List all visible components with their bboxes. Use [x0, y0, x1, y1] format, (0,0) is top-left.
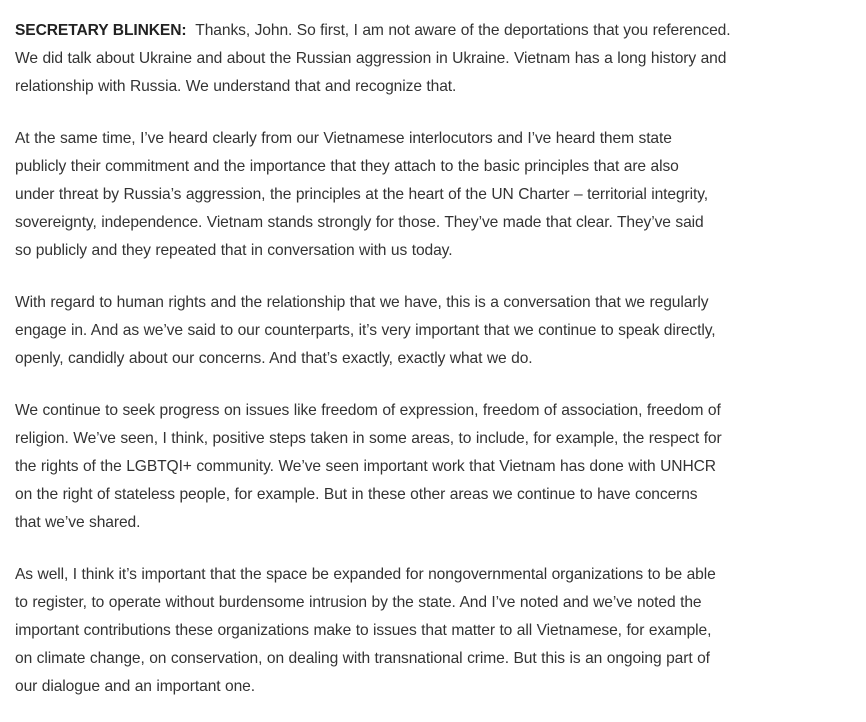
- paragraph-line: so publicly and they repeated that in conversation with us today.: [15, 242, 453, 259]
- paragraph-line: that we’ve shared.: [15, 514, 141, 531]
- paragraph-line: our dialogue and an important one.: [15, 678, 255, 695]
- paragraph-line: With regard to human rights and the relationship that we have, this is a conversation that we regularly: [15, 294, 709, 311]
- paragraph-line: sovereignty, independence. Vietnam stands strongly for those. They’ve made that clear. They’ve said: [15, 214, 704, 231]
- paragraph-line: openly, candidly about our concerns. And that’s exactly, exactly what we do.: [15, 350, 533, 367]
- paragraph-line: on the right of stateless people, for example. But in these other areas we continue to have concerns: [15, 486, 698, 503]
- paragraph: [15, 397, 775, 537]
- paragraph-line: on climate change, on conservation, on dealing with transnational crime. But this is an ongoing part of: [15, 650, 710, 667]
- paragraph-line: engage in. And as we’ve said to our counterparts, it’s very important that we continue to speak directly,: [15, 322, 716, 339]
- paragraph-line: At the same time, I’ve heard clearly from our Vietnamese interlocutors and I’ve heard them state: [15, 130, 672, 147]
- paragraph-line: publicly their commitment and the importance that they attach to the basic principles that are also: [15, 158, 679, 175]
- paragraph-line: religion. We’ve seen, I think, positive steps taken in some areas, to include, for example, the respect for: [15, 430, 722, 447]
- paragraph: [15, 125, 775, 265]
- paragraph-line: relationship with Russia. We understand that and recognize that.: [15, 78, 457, 95]
- paragraph-line: As well, I think it’s important that the space be expanded for nongovernmental organizations to be able: [15, 566, 716, 583]
- paragraph-line: SECRETARY BLINKEN: Thanks, John. So first, I am not aware of the deportations that you referenced.: [15, 22, 731, 39]
- transcript-body: [15, 0, 775, 701]
- paragraph-line: We did talk about Ukraine and about the Russian aggression in Ukraine. Vietnam has a long history and: [15, 50, 727, 67]
- paragraph: [15, 289, 775, 373]
- paragraph: [15, 561, 775, 701]
- paragraph-line: under threat by Russia’s aggression, the principles at the heart of the UN Charter – territorial integrity,: [15, 186, 708, 203]
- paragraph-line: to register, to operate without burdensome intrusion by the state. And I’ve noted and we’ve noted the: [15, 594, 702, 611]
- speaker-name: SECRETARY BLINKEN:: [15, 22, 187, 39]
- paragraph-line: important contributions these organizations make to issues that matter to all Vietnamese, for example,: [15, 622, 712, 639]
- paragraph-line: We continue to seek progress on issues like freedom of expression, freedom of association, freedom of: [15, 402, 721, 419]
- paragraph: [15, 17, 775, 101]
- paragraph-line: the rights of the LGBTQI+ community. We’ve seen important work that Vietnam has done with UNHCR: [15, 458, 716, 475]
